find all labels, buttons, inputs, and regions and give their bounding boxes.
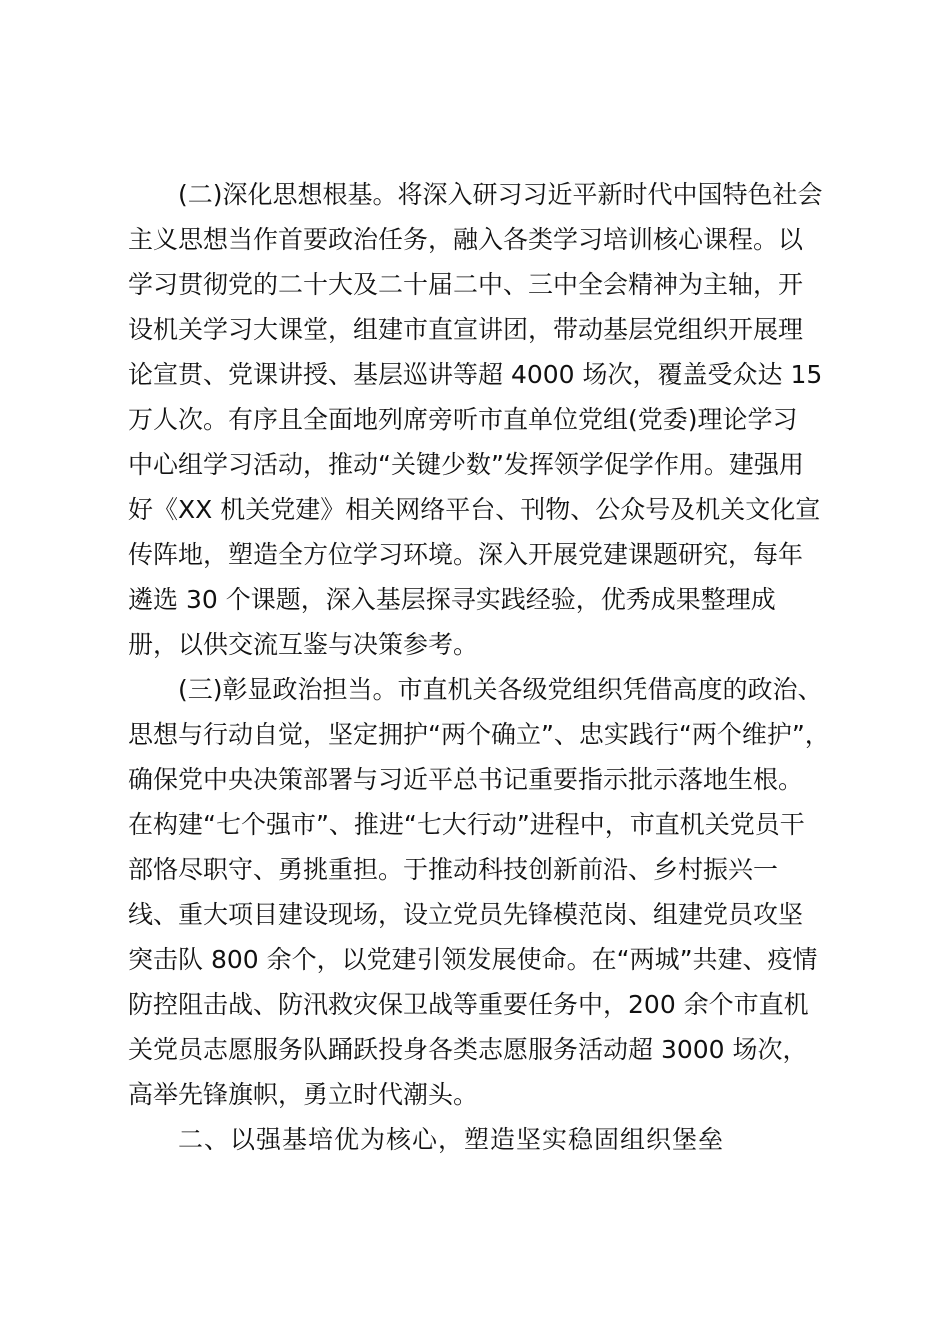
text-line: 传阵地，塑造全方位学习环境。深入开展党建课题研究，每年 — [128, 540, 804, 569]
text-line: 防控阻击战、防汛救灾保卫战等重要任务中，200 余个市直机 — [128, 990, 809, 1019]
text-line: 线、重大项目建设现场，设立党员先锋模范岗、组建党员攻坚 — [128, 900, 804, 929]
text-line: 好《XX 机关党建》相关网络平台、刊物、公众号及机关文化宣 — [128, 495, 821, 524]
text-line: 主义思想当作首要政治任务，融入各类学习培训核心课程。以 — [128, 225, 804, 254]
text-line: (三)彰显政治担当。市直机关各级党组织凭借高度的政治、 — [178, 675, 823, 704]
text-line: 论宣贯、党课讲授、基层巡讲等超 4000 场次，覆盖受众达 15 — [128, 360, 823, 389]
text-line: 确保党中央决策部署与习近平总书记重要指示批示落地生根。 — [128, 765, 804, 794]
text-line: 高举先锋旗帜，勇立时代潮头。 — [128, 1080, 479, 1109]
text-line: 中心组学习活动，推动“关键少数”发挥领学促学作用。建强用 — [128, 450, 804, 479]
text-line: 部恪尽职守、勇挑重担。于推动科技创新前沿、乡村振兴一 — [128, 855, 779, 884]
text-line: 册，以供交流互鉴与决策参考。 — [128, 630, 479, 659]
text-line: 思想与行动自觉，坚定拥护“两个确立”、忠实践行“两个维护”， — [128, 720, 830, 749]
section-heading: 二、以强基培优为核心，塑造坚实稳固组织堡垒 — [178, 1125, 725, 1154]
text-line: 突击队 800 余个，以党建引领发展使命。在“两城”共建、疫情 — [128, 945, 818, 974]
text-line: 遴选 30 个课题，深入基层探寻实践经验，优秀成果整理成 — [128, 585, 776, 614]
text-line: 设机关学习大课堂，组建市直宣讲团，带动基层党组织开展理 — [128, 315, 804, 344]
text-line: 在构建“七个强市”、推进“七大行动”进程中，市直机关党员干 — [128, 810, 805, 839]
text-line: 万人次。有序且全面地列席旁听市直单位党组(党委)理论学习 — [128, 405, 798, 434]
text-line: (二)深化思想根基。将深入研习习近平新时代中国特色社会 — [178, 180, 823, 209]
text-line: 学习贯彻党的二十大及二十届二中、三中全会精神为主轴，开 — [128, 270, 804, 299]
text-line: 关党员志愿服务队踊跃投身各类志愿服务活动超 3000 场次， — [128, 1035, 808, 1064]
